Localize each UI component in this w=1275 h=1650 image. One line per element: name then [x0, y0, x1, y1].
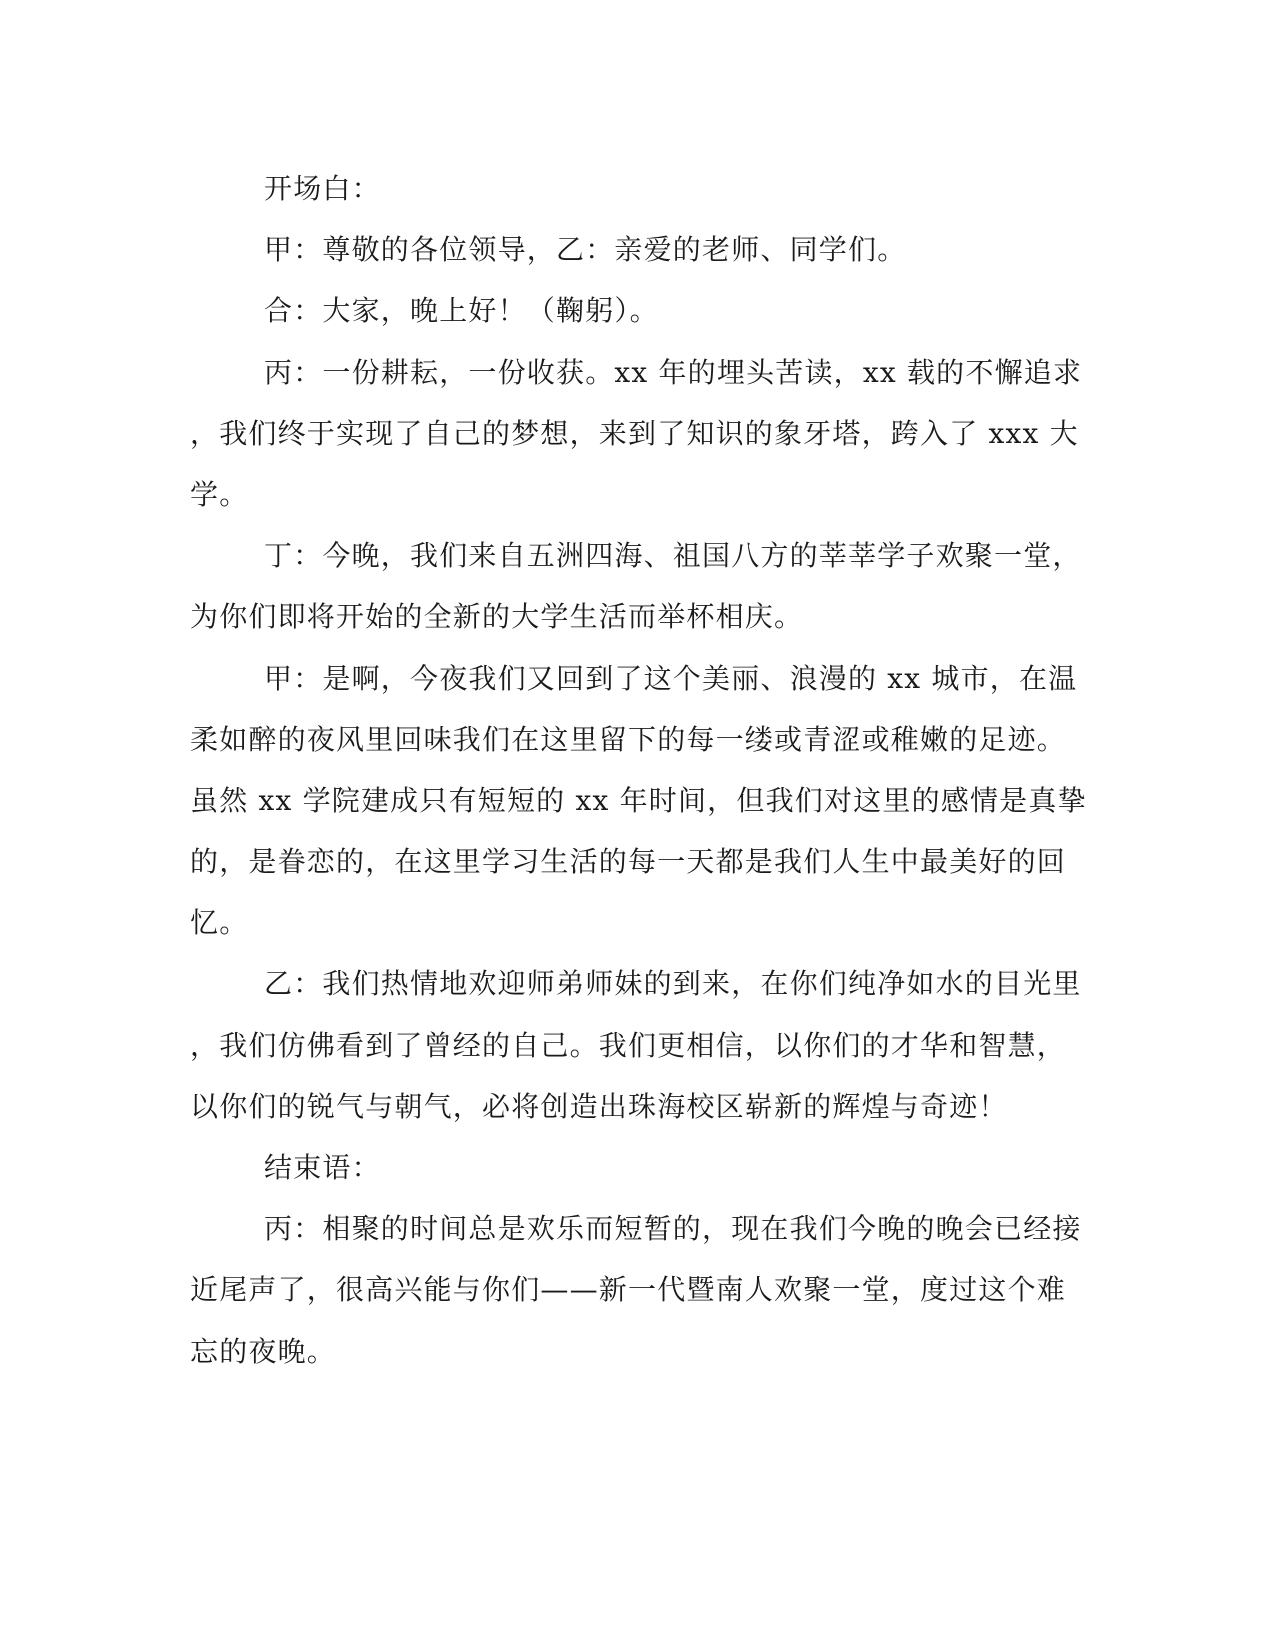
text-line: 忘的夜晚。	[190, 1334, 337, 1368]
text-line: 甲：是啊，今夜我们又回到了这个美丽、浪漫的 xx 城市，在温	[264, 661, 1078, 695]
text-line: 丁：今晚，我们来自五洲四海、祖国八方的莘莘学子欢聚一堂，	[264, 539, 1082, 573]
text-line: 甲：尊敬的各位领导，乙：亲爱的老师、同学们。	[264, 233, 907, 267]
text-line: 忆。	[190, 906, 249, 940]
text-line: 为你们即将开始的全新的大学生活而举杯相庆。	[190, 600, 804, 634]
text-line: ，我们终于实现了自己的梦想，来到了知识的象牙塔，跨入了 xxx 大	[190, 416, 1079, 450]
text-line: 的，是眷恋的，在这里学习生活的每一天都是我们人生中最美好的回	[190, 845, 1067, 879]
text-line: 丙：相聚的时间总是欢乐而短暂的，现在我们今晚的晚会已经接	[264, 1212, 1082, 1246]
document-body	[190, 158, 1087, 1382]
text-line: 学。	[190, 477, 249, 511]
text-line: 合：大家，晚上好！（鞠躬）。	[264, 294, 659, 328]
text-line: ，我们仿佛看到了曾经的自己。我们更相信，以你们的才华和智慧，	[190, 1028, 1067, 1062]
text-line: 柔如醉的夜风里回味我们在这里留下的每一缕或青涩或稚嫩的足迹。	[190, 722, 1067, 756]
text-line: 丙：一份耕耘，一份收获。xx 年的埋头苦读，xx 载的不懈追求	[264, 355, 1083, 389]
text-line: 虽然 xx 学院建成只有短短的 xx 年时间，但我们对这里的感情是真挚	[190, 783, 1087, 817]
text-line: 乙：我们热情地欢迎师弟师妹的到来，在你们纯净如水的目光里	[264, 967, 1082, 1001]
section-heading-opening: 开场白：	[264, 172, 381, 205]
text-line: 近尾声了，很高兴能与你们——新一代暨南人欢聚一堂，度过这个难	[190, 1273, 1067, 1307]
section-heading-closing: 结束语：	[264, 1151, 381, 1184]
text-line: 以你们的锐气与朝气，必将创造出珠海校区崭新的辉煌与奇迹！	[190, 1089, 1008, 1123]
